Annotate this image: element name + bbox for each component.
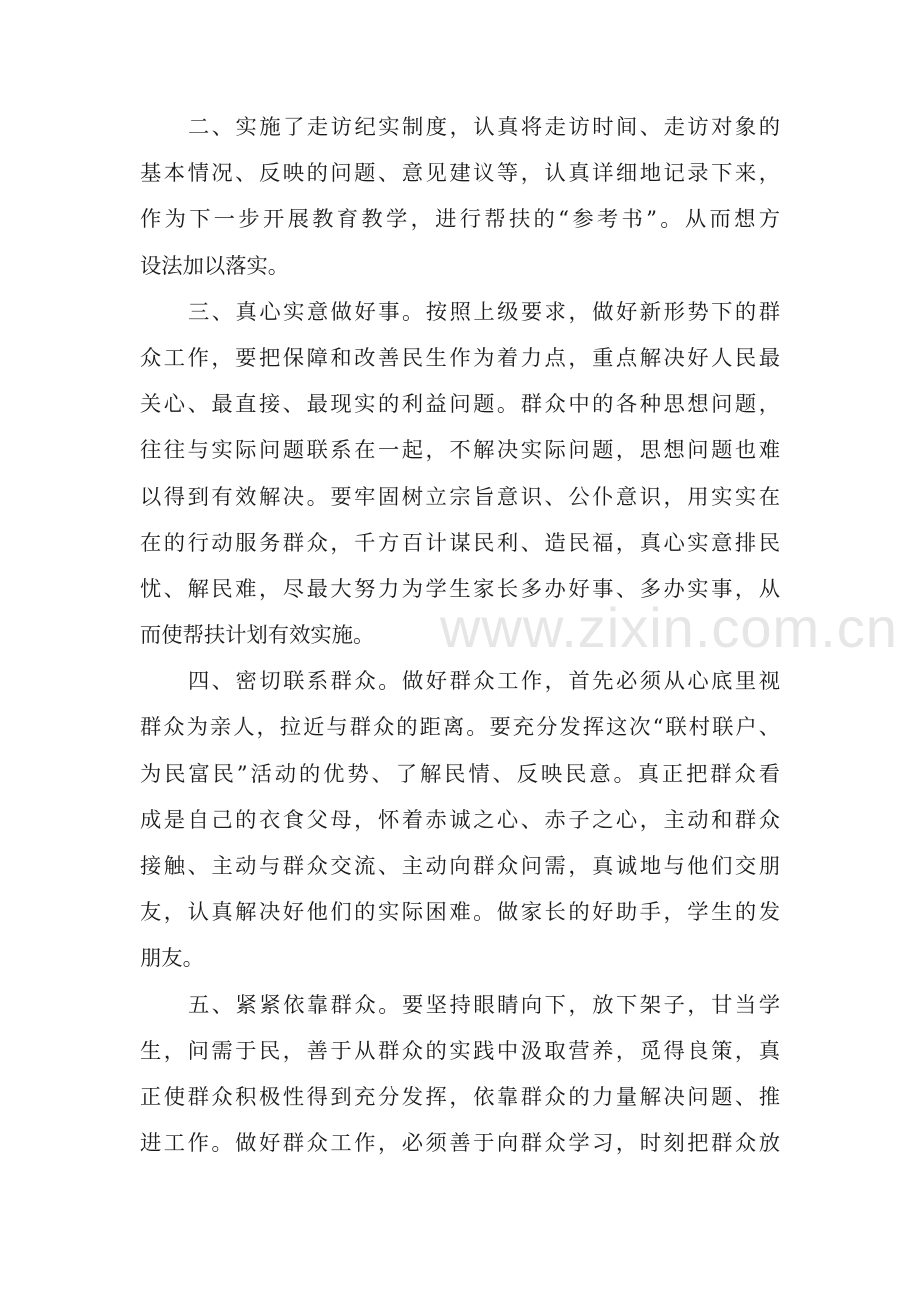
text-line: 四、密切联系群众。做好群众工作，首先必须从心底里视 [188,669,780,695]
text-line: 二、实施了走访纪实制度，认真将走访时间、走访对象的 [188,115,780,140]
text-line: 以得到有效解决。要牢固树立宗旨意识、公仆意识，用实实在 [140,484,780,510]
text-line: 接触、主动与群众交流、主动向群众问需，真诚地与他们交朋 [140,854,780,879]
text-line: 群众为亲人，拉近与群众的距离。要充分发挥这次“联村联户、 [140,715,780,741]
text-line: 设法加以落实。 [140,253,290,279]
text-line: 三、真心实意做好事。按照上级要求，做好新形势下的群 [188,299,780,325]
text-line: 基本情况、反映的问题、意见建议等，认真详细地记录下来， [140,161,780,187]
text-line: 作为下一步开展教育教学，进行帮扶的“参考书”。从而想方 [140,207,780,233]
text-line: 在的行动服务群众，千方百计谋民利、造民福，真心实意排民 [140,530,780,556]
paragraph-4 [140,659,780,982]
document-body [140,105,898,1167]
text-line: 众工作，要把保障和改善民生作为着力点，重点解决好人民最 [140,345,780,371]
text-line: 为民富民”活动的优势、了解民情、反映民意。真正把群众看 [140,761,780,787]
text-line: 忧、解民难，尽最大努力为学生家长多办好事、多办实事，从 [140,576,780,602]
text-line: 五、紧紧依靠群众。要坚持眼睛向下，放下架子，甘当学 [188,992,780,1018]
text-line: 友，认真解决好他们的实际困难。做家长的好助手，学生的发 [140,900,780,926]
text-line: 而使帮扶计划有效实施。 [140,623,375,649]
text-line: 成是自己的衣食父母，怀着赤诚之心、赤子之心，主动和群众 [140,807,780,833]
paragraph-3 [140,290,898,660]
text-line: 朋友。 [140,946,204,972]
text-line: 往往与实际问题联系在一起，不解决实际问题，思想问题也难 [140,438,780,464]
text-line: 进工作。做好群众工作，必须善于向群众学习，时刻把群众放 [140,1131,780,1157]
watermark: www.zixin.com.cn [440,596,898,659]
text-line: 正使群众积极性得到充分发挥，依靠群众的力量解决问题、推 [140,1084,780,1110]
text-line: 生，问需于民，善于从群众的实践中汲取营养，觅得良策，真 [140,1038,780,1064]
paragraph-2 [140,105,780,290]
paragraph-5 [140,983,780,1168]
text-line: 关心、最直接、最现实的利益问题。群众中的各种思想问题， [140,392,780,418]
